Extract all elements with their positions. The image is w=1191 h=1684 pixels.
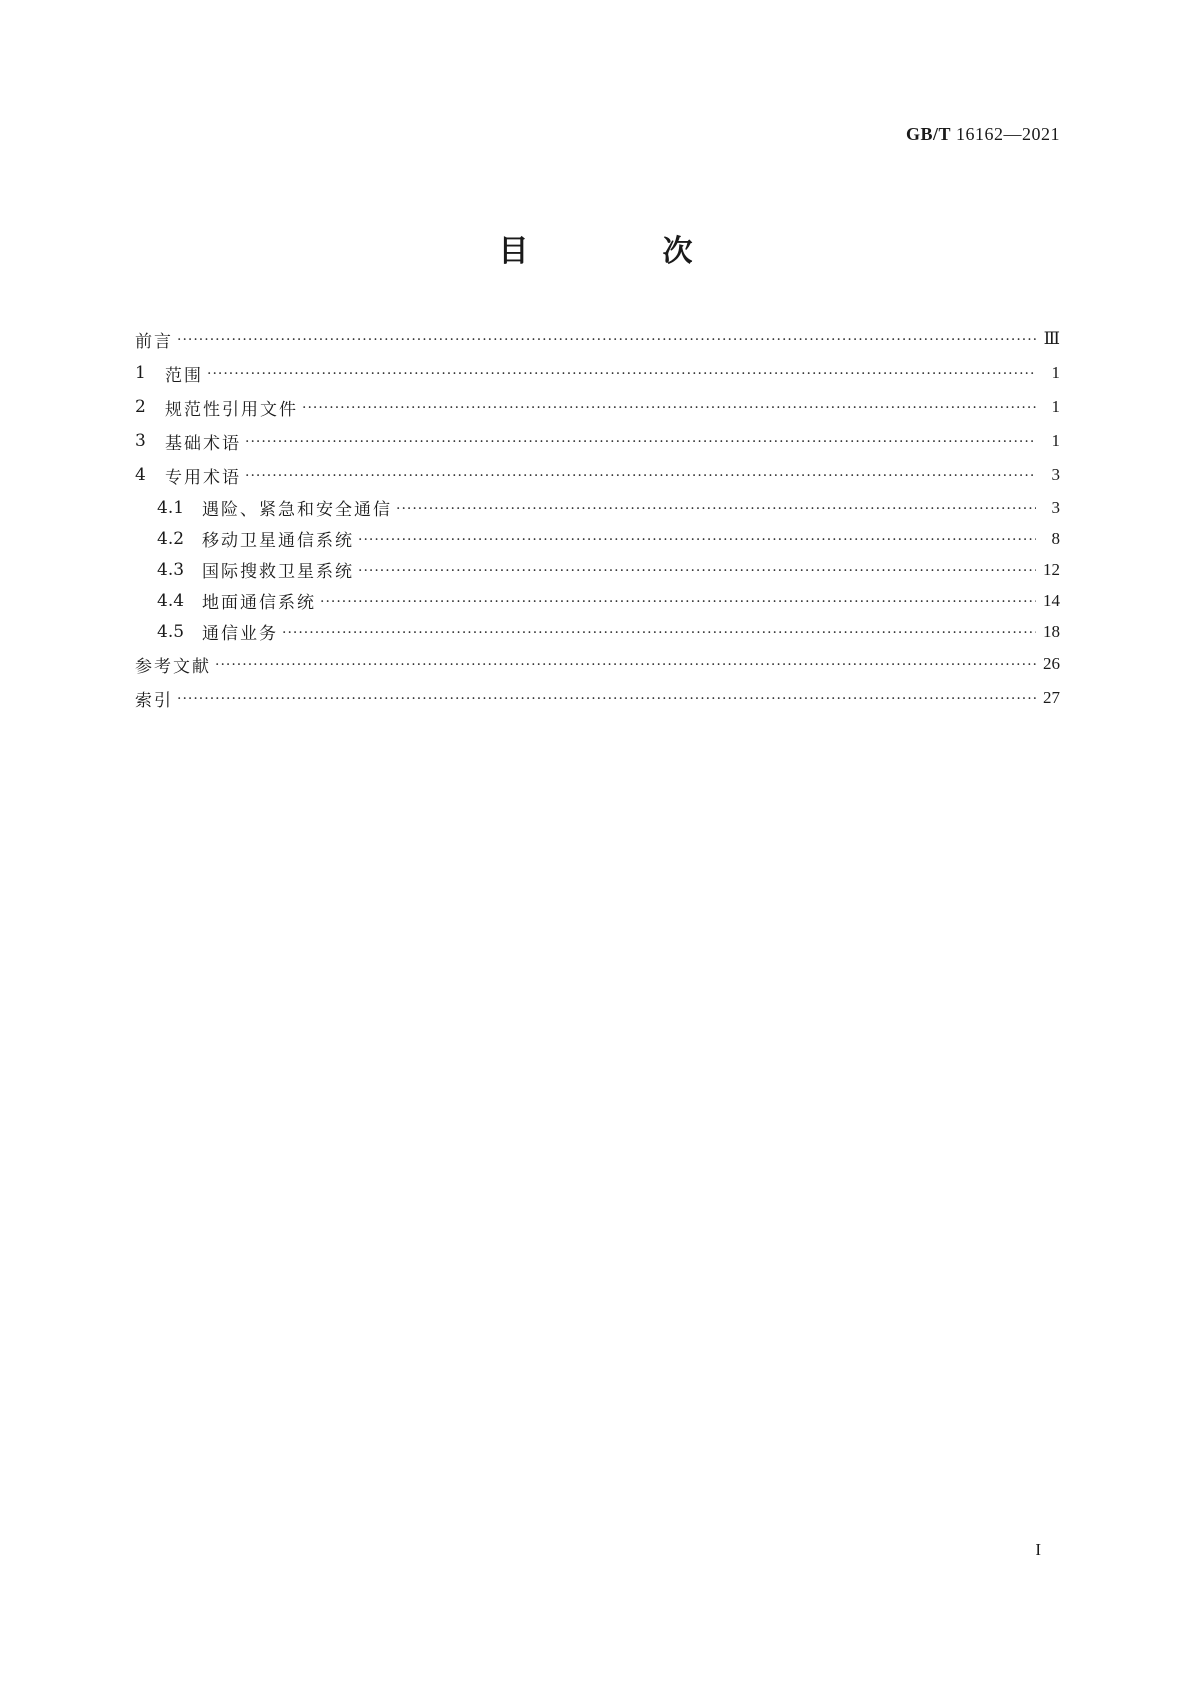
- toc-entry-number: 2: [135, 397, 146, 417]
- toc-entry-number: 3: [135, 431, 146, 451]
- toc-entry-4[interactable]: [135, 458, 1060, 492]
- page-title: 目 次: [498, 234, 745, 269]
- toc-entry-page: 3: [1051, 465, 1060, 484]
- toc-entry-label: 国际搜救卫星系统: [202, 562, 354, 582]
- toc-leader: [358, 533, 1036, 547]
- toc-entry-3[interactable]: [135, 424, 1060, 458]
- toc-entry-label: 移动卫星通信系统: [202, 531, 354, 551]
- toc-entry-4-4[interactable]: [135, 585, 1060, 616]
- toc-entry-page: 3: [1051, 497, 1060, 517]
- toc-entry-4-1[interactable]: [135, 492, 1060, 523]
- toc-entry-label: 专用术语: [165, 467, 241, 488]
- toc-leader: [177, 692, 1036, 706]
- toc-leader: [302, 401, 1036, 415]
- toc-entry-4-3[interactable]: [135, 554, 1060, 585]
- toc-entry-index[interactable]: [135, 681, 1060, 715]
- toc-entry-references[interactable]: [135, 647, 1060, 681]
- toc-entry-page: 12: [1043, 559, 1060, 579]
- toc-entry-number: 4.5: [157, 621, 185, 642]
- toc-entry-page: 1: [1051, 363, 1060, 382]
- toc-entry-preface[interactable]: [135, 322, 1060, 356]
- toc-entry-page: 26: [1043, 654, 1060, 673]
- toc-entry-label: 参考文献: [135, 656, 211, 677]
- toc-entry-number: 4: [135, 465, 146, 485]
- toc-entry-number: 4.4: [157, 590, 185, 611]
- toc-leader: [282, 626, 1036, 640]
- toc-leader: [245, 469, 1036, 483]
- toc-entry-label: 基础术语: [165, 433, 241, 454]
- toc-leader: [177, 333, 1036, 347]
- standard-code: [906, 124, 1060, 145]
- toc-entry-number: 4.2: [157, 528, 185, 549]
- toc-entry-label: 范围: [165, 365, 203, 386]
- toc-entry-number: 4.1: [157, 497, 185, 518]
- toc-entry-page: 1: [1051, 431, 1060, 450]
- table-of-contents: [135, 322, 1060, 715]
- toc-entry-1[interactable]: [135, 356, 1060, 390]
- toc-entry-page: 18: [1043, 621, 1060, 641]
- toc-leader: [207, 367, 1036, 381]
- toc-leader: [396, 502, 1036, 516]
- standard-number: 16162—2021: [956, 124, 1060, 144]
- toc-entry-label: 规范性引用文件: [165, 399, 298, 420]
- toc-entry-page: Ⅲ: [1043, 329, 1060, 348]
- toc-entry-label: 地面通信系统: [202, 593, 316, 613]
- toc-entry-page: 8: [1051, 528, 1060, 548]
- toc-entry-label: 索引: [135, 690, 173, 711]
- toc-entry-label: 遇险、紧急和安全通信: [202, 500, 392, 520]
- toc-entry-4-2[interactable]: [135, 523, 1060, 554]
- toc-leader: [245, 435, 1036, 449]
- page-number: I: [1035, 1540, 1041, 1559]
- toc-leader: [320, 595, 1036, 609]
- toc-entry-page: 1: [1051, 397, 1060, 416]
- toc-entry-page: 27: [1043, 688, 1060, 707]
- toc-leader: [215, 658, 1036, 672]
- toc-entry-4-5[interactable]: [135, 616, 1060, 647]
- toc-entry-label: 前言: [135, 331, 173, 352]
- standard-prefix: GB/T: [905, 124, 951, 144]
- toc-entry-number: 4.3: [157, 559, 185, 580]
- toc-entry-number: 1: [135, 363, 146, 383]
- toc-leader: [358, 564, 1036, 578]
- toc-entry-label: 通信业务: [202, 624, 278, 644]
- toc-entry-page: 14: [1043, 590, 1060, 610]
- toc-entry-2[interactable]: [135, 390, 1060, 424]
